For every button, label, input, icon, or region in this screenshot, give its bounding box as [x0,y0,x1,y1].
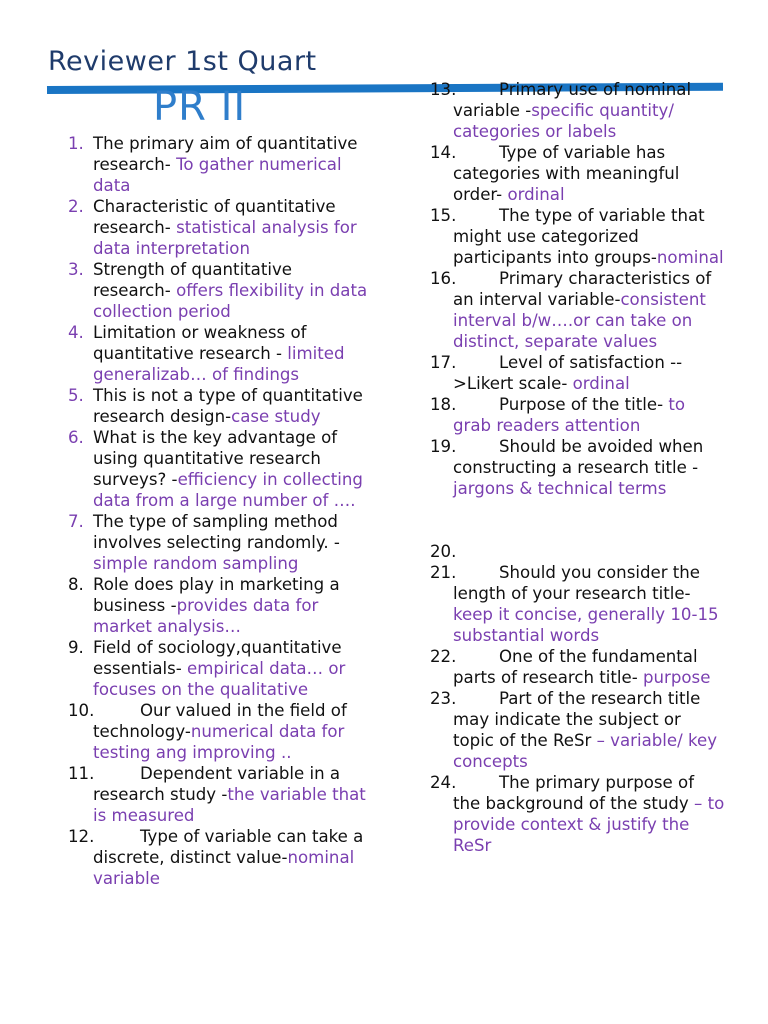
item-question: Part of the research title may indicate the subject or topic of the ReSr [453,689,701,750]
item-question: Primary characteristics of an interval variable- [453,269,712,309]
item-question: Should you consider the length of your research title- [453,563,701,603]
list-item [68,574,368,637]
item-answer: offers flexibility in data collection period [93,281,368,321]
item-number: 11. [68,764,95,783]
item-answer: ordinal [572,374,630,393]
item-number: 15. [430,206,457,225]
item-answer: limited generalizab… of findings [93,344,345,384]
item-answer: consistent interval b/w….or can take on distinct, separate values [453,290,706,351]
item-question: Characteristic of quantitative research- [93,197,336,237]
item-answer: jargons & technical terms [453,479,667,498]
item-number: 21. [430,563,457,582]
item-question: The type of sampling method involves selecting randomly. - [93,512,340,552]
item-question: The primary purpose of the background of the study [453,773,695,813]
item-question: Type of variable has categories with meaningful order- [453,143,680,204]
item-answer: ordinal [507,185,565,204]
list-item [430,562,726,646]
item-number: 7. [68,512,84,531]
item-number: 20. [430,542,457,561]
item-answer: keep it concise, generally 10-15 substantial words [453,605,719,645]
list-item [430,436,726,499]
item-answer: nominal [656,248,724,267]
list-item [68,133,368,196]
item-answer: – to provide context & justify the ReSr [453,794,725,855]
list-item [68,427,368,511]
item-number: 16. [430,269,457,288]
item-number: 17. [430,353,457,372]
item-question: Primary use of nominal variable - [453,80,692,120]
item-number: 5. [68,386,84,405]
item-number: 23. [430,689,457,708]
item-answer: provides data for market analysis… [93,596,319,636]
item-question: Dependent variable in a research study - [93,764,341,804]
list-item [68,637,368,700]
item-number: 4. [68,323,84,342]
item-question: One of the fundamental parts of research title- [453,647,698,687]
item-question: Limitation or weakness of quantitative research - [93,323,307,363]
item-answer: specific quantity/ categories or labels [453,101,674,141]
spacer [430,499,726,541]
item-question: Should be avoided when constructing a research title - [453,437,704,477]
item-number: 1. [68,134,84,153]
item-question: Our valued in the field of technology- [93,701,347,741]
list-item [68,700,368,763]
item-answer: – variable/ key concepts [453,731,718,771]
item-number: 24. [430,773,457,792]
list-item [68,196,368,259]
item-number: 2. [68,197,84,216]
item-number: 13. [430,80,457,99]
item-number: 19. [430,437,457,456]
item-question: Type of variable can take a discrete, distinct value- [93,827,364,867]
item-answer: numerical data for testing ang improving .. [93,722,345,762]
item-answer: the variable that is measured [93,785,366,825]
item-answer: simple random sampling [93,554,299,573]
item-number: 12. [68,827,95,846]
item-question: Level of satisfaction -- >Likert scale- [453,353,683,393]
item-question: Field of sociology,quantitative essentials- [93,638,342,678]
item-answer: efficiency in collecting data from a large number of …. [93,470,363,510]
item-number: 14. [430,143,457,162]
item-answer: to grab readers attention [453,395,686,435]
item-answer: purpose [643,668,711,687]
right-column [430,79,726,856]
list-item [430,352,726,394]
list-item [68,385,368,427]
item-question: Role does play in marketing a business - [93,575,340,615]
item-answer: To gather numerical data [93,155,342,195]
list-item [430,142,726,205]
item-question: The type of variable that might use categorized participants into groups- [453,206,705,267]
item-number: 3. [68,260,84,279]
item-answer: statistical analysis for data interpretation [93,218,357,258]
item-question: Strength of quantitative research- [93,260,292,300]
item-question: What is the key advantage of using quantitative research surveys? - [93,428,338,489]
item-number: 6. [68,428,84,447]
item-number: 18. [430,395,457,414]
item-number: 8. [68,575,84,594]
list-item [430,646,726,688]
item-number: 9. [68,638,84,657]
item-question: Purpose of the title- [499,395,669,414]
list-item [68,763,368,826]
list-item [430,205,726,268]
list-item [430,394,726,436]
list-item [68,322,368,385]
item-answer: case study [231,407,321,426]
item-answer: nominal variable [93,848,355,888]
item-answer: empirical data… or focuses on the qualitative [93,659,346,699]
list-item [430,688,726,772]
item-question: This is not a type of quantitative research design- [93,386,363,426]
item-number: 22. [430,647,457,666]
list-item [68,511,368,574]
list-item [430,541,726,562]
item-question: The primary aim of quantitative research- [93,134,358,174]
left-column [68,133,368,889]
list-item [430,268,726,352]
document-subtitle: PR II [153,84,247,130]
list-item [430,79,726,142]
list-item [68,826,368,889]
list-item [68,259,368,322]
item-number: 10. [68,701,95,720]
document-title: Reviewer 1st Quart [48,46,317,77]
list-item [430,772,726,856]
